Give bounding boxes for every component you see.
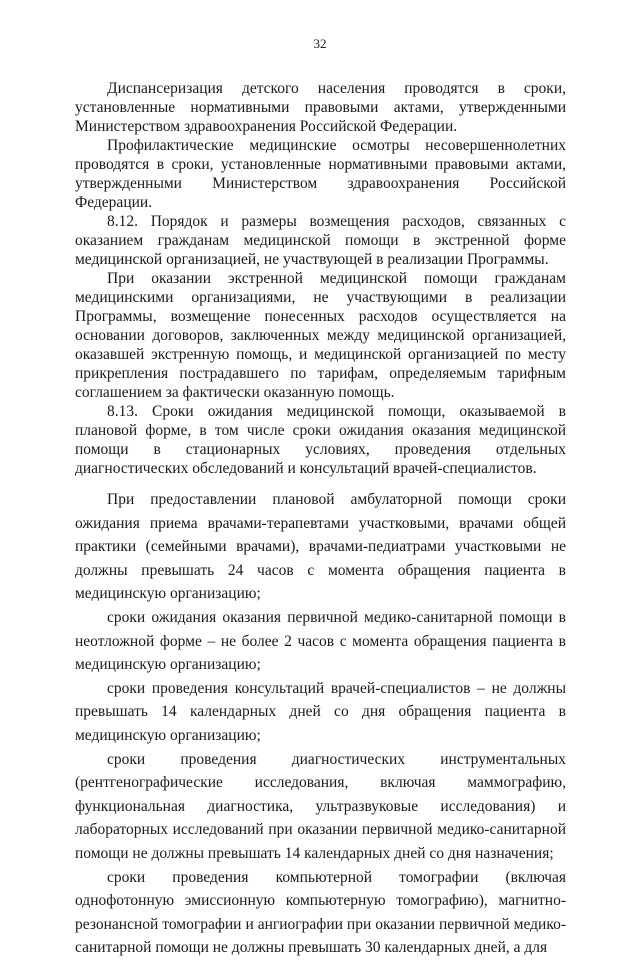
text-block-a bbox=[75, 79, 566, 478]
paragraph: сроки проведения компьютерной томографии (включая однофотонную эмиссионную компьютерную томографию), магнитно-резонансной томографии и ангиографии при оказании первичной медико-санитарной помощи не должны превышать 30 календарных дней, а для bbox=[75, 868, 566, 957]
paragraph: сроки ожидания оказания первичной медико-санитарной помощи в неотложной форме – не более 2 часов с момента обращения пациента в медицинскую организацию; bbox=[75, 608, 566, 674]
text-block-b bbox=[75, 488, 566, 960]
section-heading-8-13: 8.13. Сроки ожидания медицинской помощи, оказываемой в плановой форме, в том числе сроки ожидания оказания медицинской помощи в стационарных условиях, проведения отдельных диагностических обследований и консультаций врачей-специалистов. bbox=[75, 403, 566, 477]
page-number: 32 bbox=[313, 36, 327, 51]
paragraph: сроки проведения консультаций врачей-специалистов – не должны превышать 14 календарных дней со дня обращения пациента в медицинскую организацию; bbox=[75, 679, 566, 744]
paragraph: Диспансеризация детского населения проводятся в сроки, установленные нормативными правовыми актами, утвержденными Министерством здравоохранения Российской Федерации. bbox=[75, 80, 566, 135]
paragraph: Профилактические медицинские осмотры несовершеннолетних проводятся в сроки, установленные нормативными правовыми актами, утвержденными Министерством здравоохранения Российской Федерации. bbox=[75, 137, 566, 211]
paragraph: При предоставлении плановой амбулаторной помощи сроки ожидания приема врачами-терапевтами участковыми, врачами общей практики (семейными врачами), врачами-педиатрами участковыми не должны превышать 24 часов с момента обращения пациента в медицинскую организацию; bbox=[75, 491, 566, 603]
paragraph: сроки проведения диагностических инструментальных (рентгенографические исследования, включая маммографию, функциональная диагностика, ультразвуковые исследования) и лабораторных исследований при оказании первичной медико-санитарной помощи не должны превышать 14 календарных дней со дня назначения; bbox=[75, 750, 566, 862]
document-body bbox=[75, 79, 566, 960]
paragraph: При оказании экстренной медицинской помощи гражданам медицинскими организациями, не участвующими в реализации Программы, возмещение понесенных расходов осуществляется на основании договоров, заключенных между медицинской организацией, оказавшей экстренную помощь, и медицинской организацией по месту прикрепления пострадавшего по тарифам, определяемым тарифным соглашением за фактически оказанную помощь. bbox=[75, 270, 566, 401]
section-heading-8-12: 8.12. Порядок и размеры возмещения расходов, связанных с оказанием гражданам медицинской помощи в экстренной форме медицинской организацией, не участвующей в реализации Программы. bbox=[75, 213, 566, 268]
